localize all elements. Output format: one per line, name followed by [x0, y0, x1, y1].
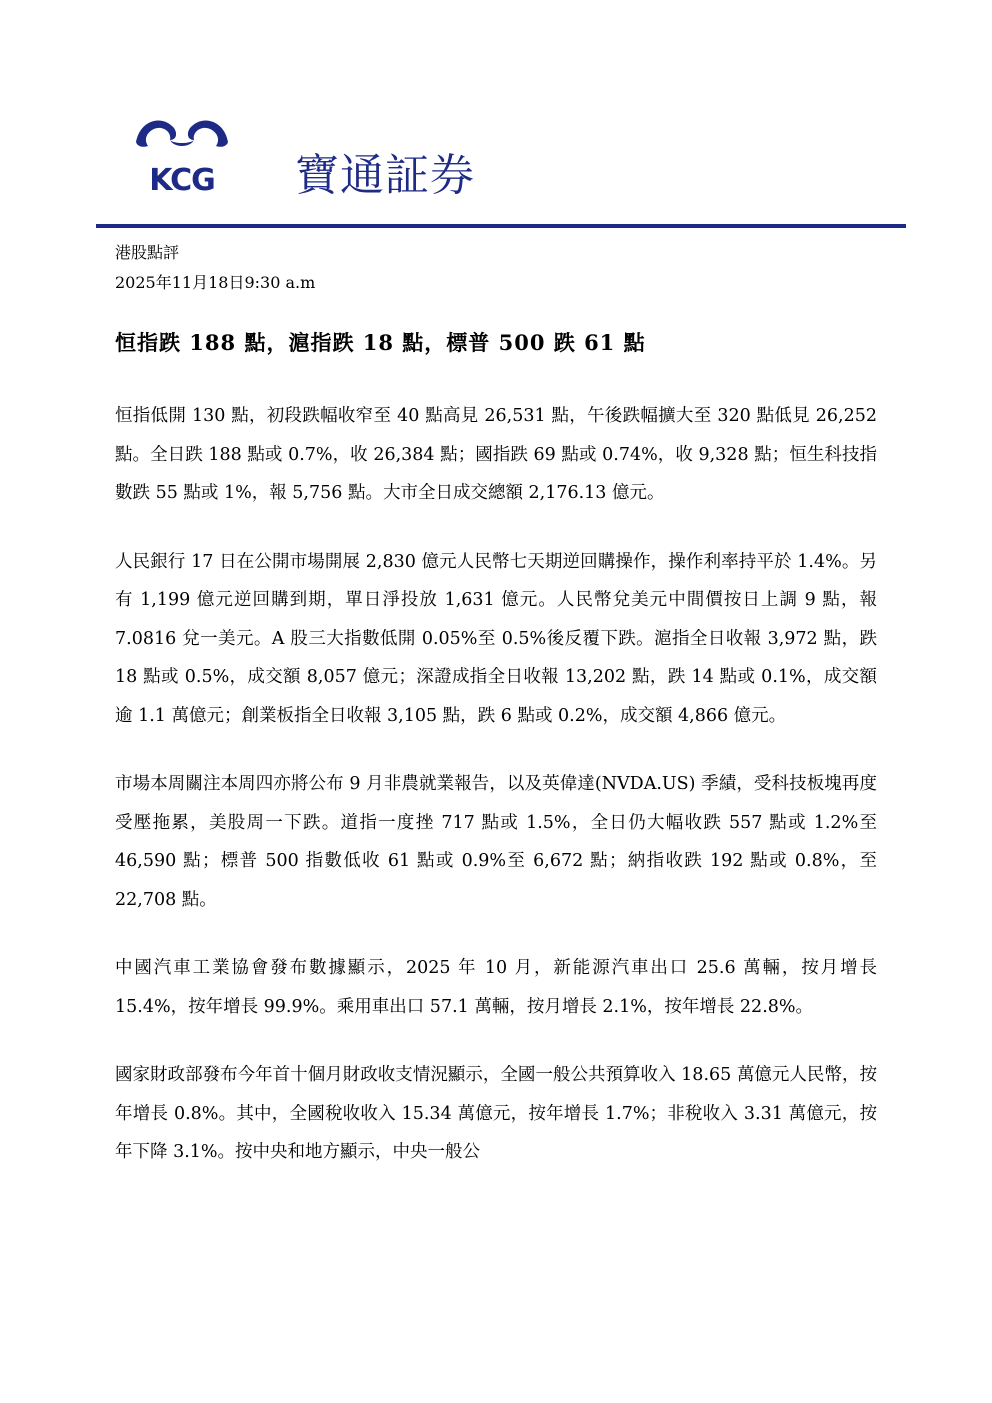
- report-category: 港股點評: [115, 243, 180, 262]
- report-meta: [115, 238, 315, 298]
- paragraph-fiscal-revenue: 國家財政部發布今年首十個月財政收支情況顯示，全國一般公共預算收入 18.65 萬億元人民幣，按年增長 0.8%。其中，全國稅收收入 15.34 萬億元，按年增長 1.7%；非稅收入 3.31 萬億元，按年下降 3.1%。按中央和地方顯示，中央一般公: [115, 1065, 877, 1162]
- article-body: [115, 397, 877, 1202]
- kcg-logo: [132, 108, 232, 198]
- paragraph-us-market: 市場本周關注本周四亦將公布 9 月非農就業報告，以及英偉達(NVDA.US) 季績，受科技板塊再度受壓拖累，美股周一下跌。道指一度挫 717 點或 1.5%，全日仍大幅收跌 557 點或 1.2%至 46,590 點；標普 500 指數低收 61 點或 0.9%至 6,672 點；納指收跌 192 點或 0.8%，至 22,708 點。: [115, 774, 877, 910]
- company-name: 寶通証券: [295, 150, 475, 201]
- svg-text:KCG: KCG: [149, 163, 215, 198]
- kcg-logo-icon: [132, 108, 232, 198]
- header-divider: [96, 224, 906, 228]
- document-header: [0, 0, 992, 235]
- article-headline: 恒指跌 188 點，滬指跌 18 點，標普 500 跌 61 點: [115, 330, 646, 355]
- paragraph-auto-exports: 中國汽車工業協會發布數據顯示，2025 年 10 月，新能源汽車出口 25.6 萬輛，按月增長 15.4%，按年增長 99.9%。乘用車出口 57.1 萬輛，按月增長 2.1%，按年增長 22.8%。: [115, 958, 877, 1017]
- report-datetime: 2025年11月18日9:30 a.m: [115, 273, 316, 292]
- paragraph-hk-market: 恒指低開 130 點，初段跌幅收窄至 40 點高見 26,531 點，午後跌幅擴大至 320 點低見 26,252 點。全日跌 188 點或 0.7%，收 26,384 點；國指跌 69 點或 0.74%，收 9,328 點；恒生科技指數跌 55 點或 1%，報 5,756 點。大市全日成交總額 2,176.13 億元。: [115, 406, 877, 503]
- paragraph-china-market: 人民銀行 17 日在公開市場開展 2,830 億元人民幣七天期逆回購操作，操作利率持平於 1.4%。另有 1,199 億元逆回購到期，單日淨投放 1,631 億元。人民幣兌美元中間價按日上調 9 點，報 7.0816 兌一美元。A 股三大指數低開 0.05%至 0.5%後反覆下跌。滬指全日收報 3,972 點，跌 18 點或 0.5%，成交額 8,057 億元；深證成指全日收報 13,202 點，跌 14 點或 0.1%，成交額逾 1.1 萬億元；創業板指全日收報 3,105 點，跌 6 點或 0.2%，成交額 4,866 億元。: [115, 551, 877, 726]
